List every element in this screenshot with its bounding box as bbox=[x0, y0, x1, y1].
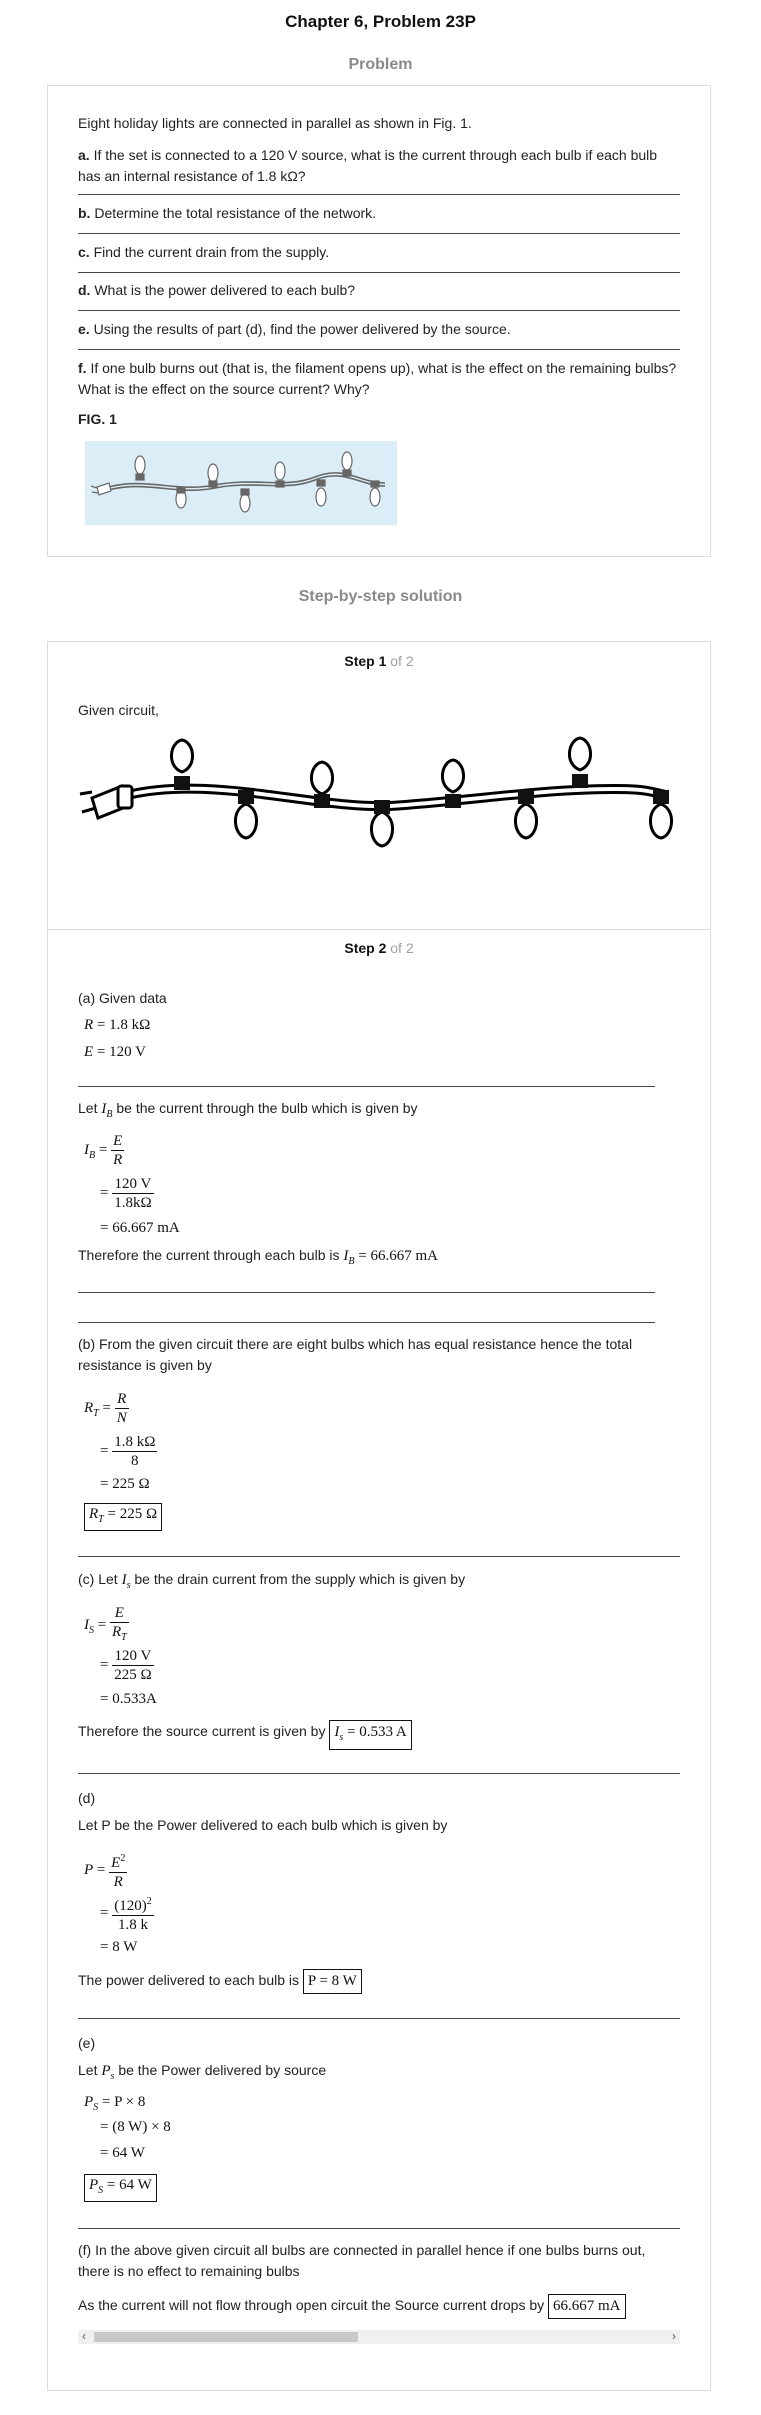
divider bbox=[78, 233, 680, 234]
problem-part-f bbox=[78, 358, 678, 400]
step1-text: Given circuit, bbox=[78, 702, 159, 718]
divider bbox=[78, 1556, 680, 1557]
RT-denominator: 8 bbox=[131, 1453, 139, 1469]
problem-heading: Problem bbox=[348, 56, 413, 73]
R-value: = 1.8 kΩ bbox=[96, 1017, 151, 1033]
result-text: The power delivered to each bulb is bbox=[78, 1972, 303, 1988]
IS-box-value: = 0.533 A bbox=[347, 1724, 407, 1740]
let-desc: be the Power delivered by source bbox=[114, 2062, 327, 2078]
divider bbox=[78, 1773, 680, 1774]
P-numerator: (120) bbox=[114, 1898, 147, 1914]
divider bbox=[78, 272, 680, 273]
PS-line1: $P_S = P \times 8$ bbox=[84, 2094, 146, 2113]
part-d-text: Let P be the Power delivered to each bulb which is given by bbox=[78, 1817, 448, 1833]
let-desc: be the drain current from the supply which is given by bbox=[130, 1571, 466, 1587]
IB-substitution: = $\frac{120 V}{1.8k\Omega}$ bbox=[100, 1176, 152, 1211]
IS-denominator: 225 Ω bbox=[114, 1667, 152, 1683]
fig1-image bbox=[85, 441, 397, 525]
part-f-result bbox=[78, 2294, 626, 2319]
page-title: Chapter 6, Problem 23P bbox=[285, 12, 476, 31]
divider bbox=[78, 1322, 655, 1323]
IB-result: = 66.667 mA bbox=[358, 1248, 438, 1264]
scroll-right-arrow-icon[interactable]: › bbox=[672, 2329, 676, 2343]
E-value: = 120 V bbox=[96, 1044, 146, 1060]
step-total: of 2 bbox=[386, 940, 414, 956]
step2-label bbox=[47, 940, 711, 956]
scroll-left-arrow-icon[interactable]: ‹ bbox=[82, 2329, 86, 2343]
RT-value: = 225 Ω bbox=[100, 1476, 150, 1492]
let-text: Let bbox=[78, 2062, 102, 2078]
RT-box-value: = 225 Ω bbox=[107, 1506, 158, 1522]
part-text: Determine the total resistance of the network. bbox=[90, 205, 377, 221]
RT-formula: $R_T$ = $\frac{R}{N}$ bbox=[84, 1391, 127, 1426]
given-R: R = 1.8 kΩ bbox=[84, 1017, 151, 1033]
RT-numerator: 1.8 kΩ bbox=[114, 1434, 156, 1450]
P-value: = 8 W bbox=[100, 1939, 138, 1955]
problem-part-d bbox=[78, 280, 678, 301]
horizontal-scrollbar[interactable] bbox=[78, 2330, 680, 2344]
f-box-value: 66.667 mA bbox=[548, 2294, 626, 2319]
fig-label: FIG. 1 bbox=[78, 411, 117, 427]
part-f-text: (f) In the above given circuit all bulbs are connected in parallel hence if one bulbs burns out, there is no effect to remaining bulbs bbox=[78, 2242, 646, 2279]
part-label: f. bbox=[78, 360, 87, 376]
P-denominator: 1.8 k bbox=[117, 1917, 148, 1933]
part-label: e. bbox=[78, 321, 90, 337]
part-c-let: (c) Let $I_s$ be the drain current from the supply which is given by bbox=[78, 1571, 466, 1591]
P-substitution: = $\frac{(120)^2}{1.8 k}$ bbox=[100, 1893, 154, 1934]
problem-part-b bbox=[78, 203, 678, 224]
IS-numerator: 120 V bbox=[112, 1647, 153, 1666]
part-text: Find the current drain from the supply. bbox=[89, 244, 330, 260]
IS-formula: $I_S$ = $\frac{E}{R_T}$ bbox=[84, 1605, 127, 1643]
result-text: Therefore the current through each bulb is bbox=[78, 1247, 344, 1263]
step1-label bbox=[47, 653, 711, 669]
part-text: What is the power delivered to each bulb? bbox=[90, 282, 356, 298]
PS-boxed-result: $P_S = 64$ W bbox=[84, 2174, 157, 2202]
IB-numerator: 120 V bbox=[112, 1175, 153, 1194]
part-a-result: Therefore the current through each bulb is $I_B = 66.667$ mA bbox=[78, 1247, 438, 1267]
IB-formula: $I_B$ = $\frac{E}{R}$ bbox=[84, 1133, 123, 1168]
let-text: Let bbox=[78, 1100, 102, 1116]
IS-value: = 0.533A bbox=[100, 1691, 157, 1707]
step-number: Step 1 bbox=[344, 653, 387, 669]
part-text: If the set is connected to a 120 V source, what is the current through each bulb if each bulb has an internal resistance of 1.8 kΩ? bbox=[78, 147, 658, 184]
IS-substitution: = $\frac{120 V}{225 \Omega}$ bbox=[100, 1648, 152, 1683]
problem-part-c bbox=[78, 242, 678, 263]
PS-line3: = 64 W bbox=[100, 2145, 145, 2161]
scrollbar-thumb[interactable] bbox=[94, 2332, 358, 2342]
let-desc: be the current through the bulb which is given by bbox=[112, 1100, 418, 1116]
P-box-value: P = 8 W bbox=[303, 1969, 362, 1994]
circuit-diagram bbox=[78, 728, 678, 876]
problem-part-e bbox=[78, 319, 678, 340]
step-number: Step 2 bbox=[344, 940, 387, 956]
problem-part-a bbox=[78, 145, 678, 187]
part-text: If one bulb burns out (that is, the filament opens up), what is the effect on the remaining bulbs? What is the effect on the source current? Why? bbox=[78, 360, 677, 397]
solution-heading: Step-by-step solution bbox=[298, 588, 463, 605]
PS-expr1: = P × 8 bbox=[101, 2094, 146, 2110]
part-label: c. bbox=[78, 244, 90, 260]
part-d-heading: (d) bbox=[78, 1790, 96, 1806]
divider bbox=[78, 349, 680, 350]
RT-substitution: = $\frac{1.8 k\Omega}{8}$ bbox=[100, 1434, 156, 1469]
problem-intro: Eight holiday lights are connected in parallel as shown in Fig. 1. bbox=[78, 115, 472, 131]
result-text: Therefore the source current is given by bbox=[78, 1723, 330, 1739]
part-e-let: Let $P_s$ be the Power delivered by source bbox=[78, 2062, 327, 2082]
part-label: b. bbox=[78, 205, 91, 221]
divider bbox=[78, 310, 680, 311]
P-formula: P = $\frac{E^2}{R}$ bbox=[84, 1850, 127, 1891]
divider bbox=[78, 2018, 680, 2019]
step-total: of 2 bbox=[386, 653, 414, 669]
part-c-result: Therefore the source current is given by $I_s = 0.533$ A bbox=[78, 1720, 412, 1750]
divider bbox=[78, 1292, 655, 1293]
part-d-result bbox=[78, 1969, 362, 1994]
part-label: a. bbox=[78, 147, 90, 163]
result-text: As the current will not flow through open circuit the Source current drops by bbox=[78, 2297, 549, 2313]
part-a-heading: (a) Given data bbox=[78, 990, 167, 1006]
RT-boxed-result: $R_T = 225$ Ω bbox=[84, 1503, 162, 1531]
part-b-text: (b) From the given circuit there are eight bulbs which has equal resistance hence the total resistance is given by bbox=[78, 1336, 633, 1373]
part-text: Using the results of part (d), find the power delivered by the source. bbox=[89, 321, 511, 337]
let-text: (c) Let bbox=[78, 1571, 122, 1587]
IB-denominator: 1.8kΩ bbox=[114, 1195, 152, 1211]
part-e-heading: (e) bbox=[78, 2035, 96, 2051]
PS-line2: = (8 W) × 8 bbox=[100, 2119, 171, 2135]
divider bbox=[78, 1086, 655, 1087]
given-E: E = 120 V bbox=[84, 1044, 146, 1060]
divider bbox=[78, 2228, 680, 2229]
IB-value: = 66.667 mA bbox=[100, 1220, 180, 1236]
divider bbox=[78, 194, 680, 195]
part-label: d. bbox=[78, 282, 91, 298]
part-a-let: Let $I_B$ be the current through the bulb which is given by bbox=[78, 1100, 418, 1120]
PS-box-value: = 64 W bbox=[106, 2177, 152, 2193]
